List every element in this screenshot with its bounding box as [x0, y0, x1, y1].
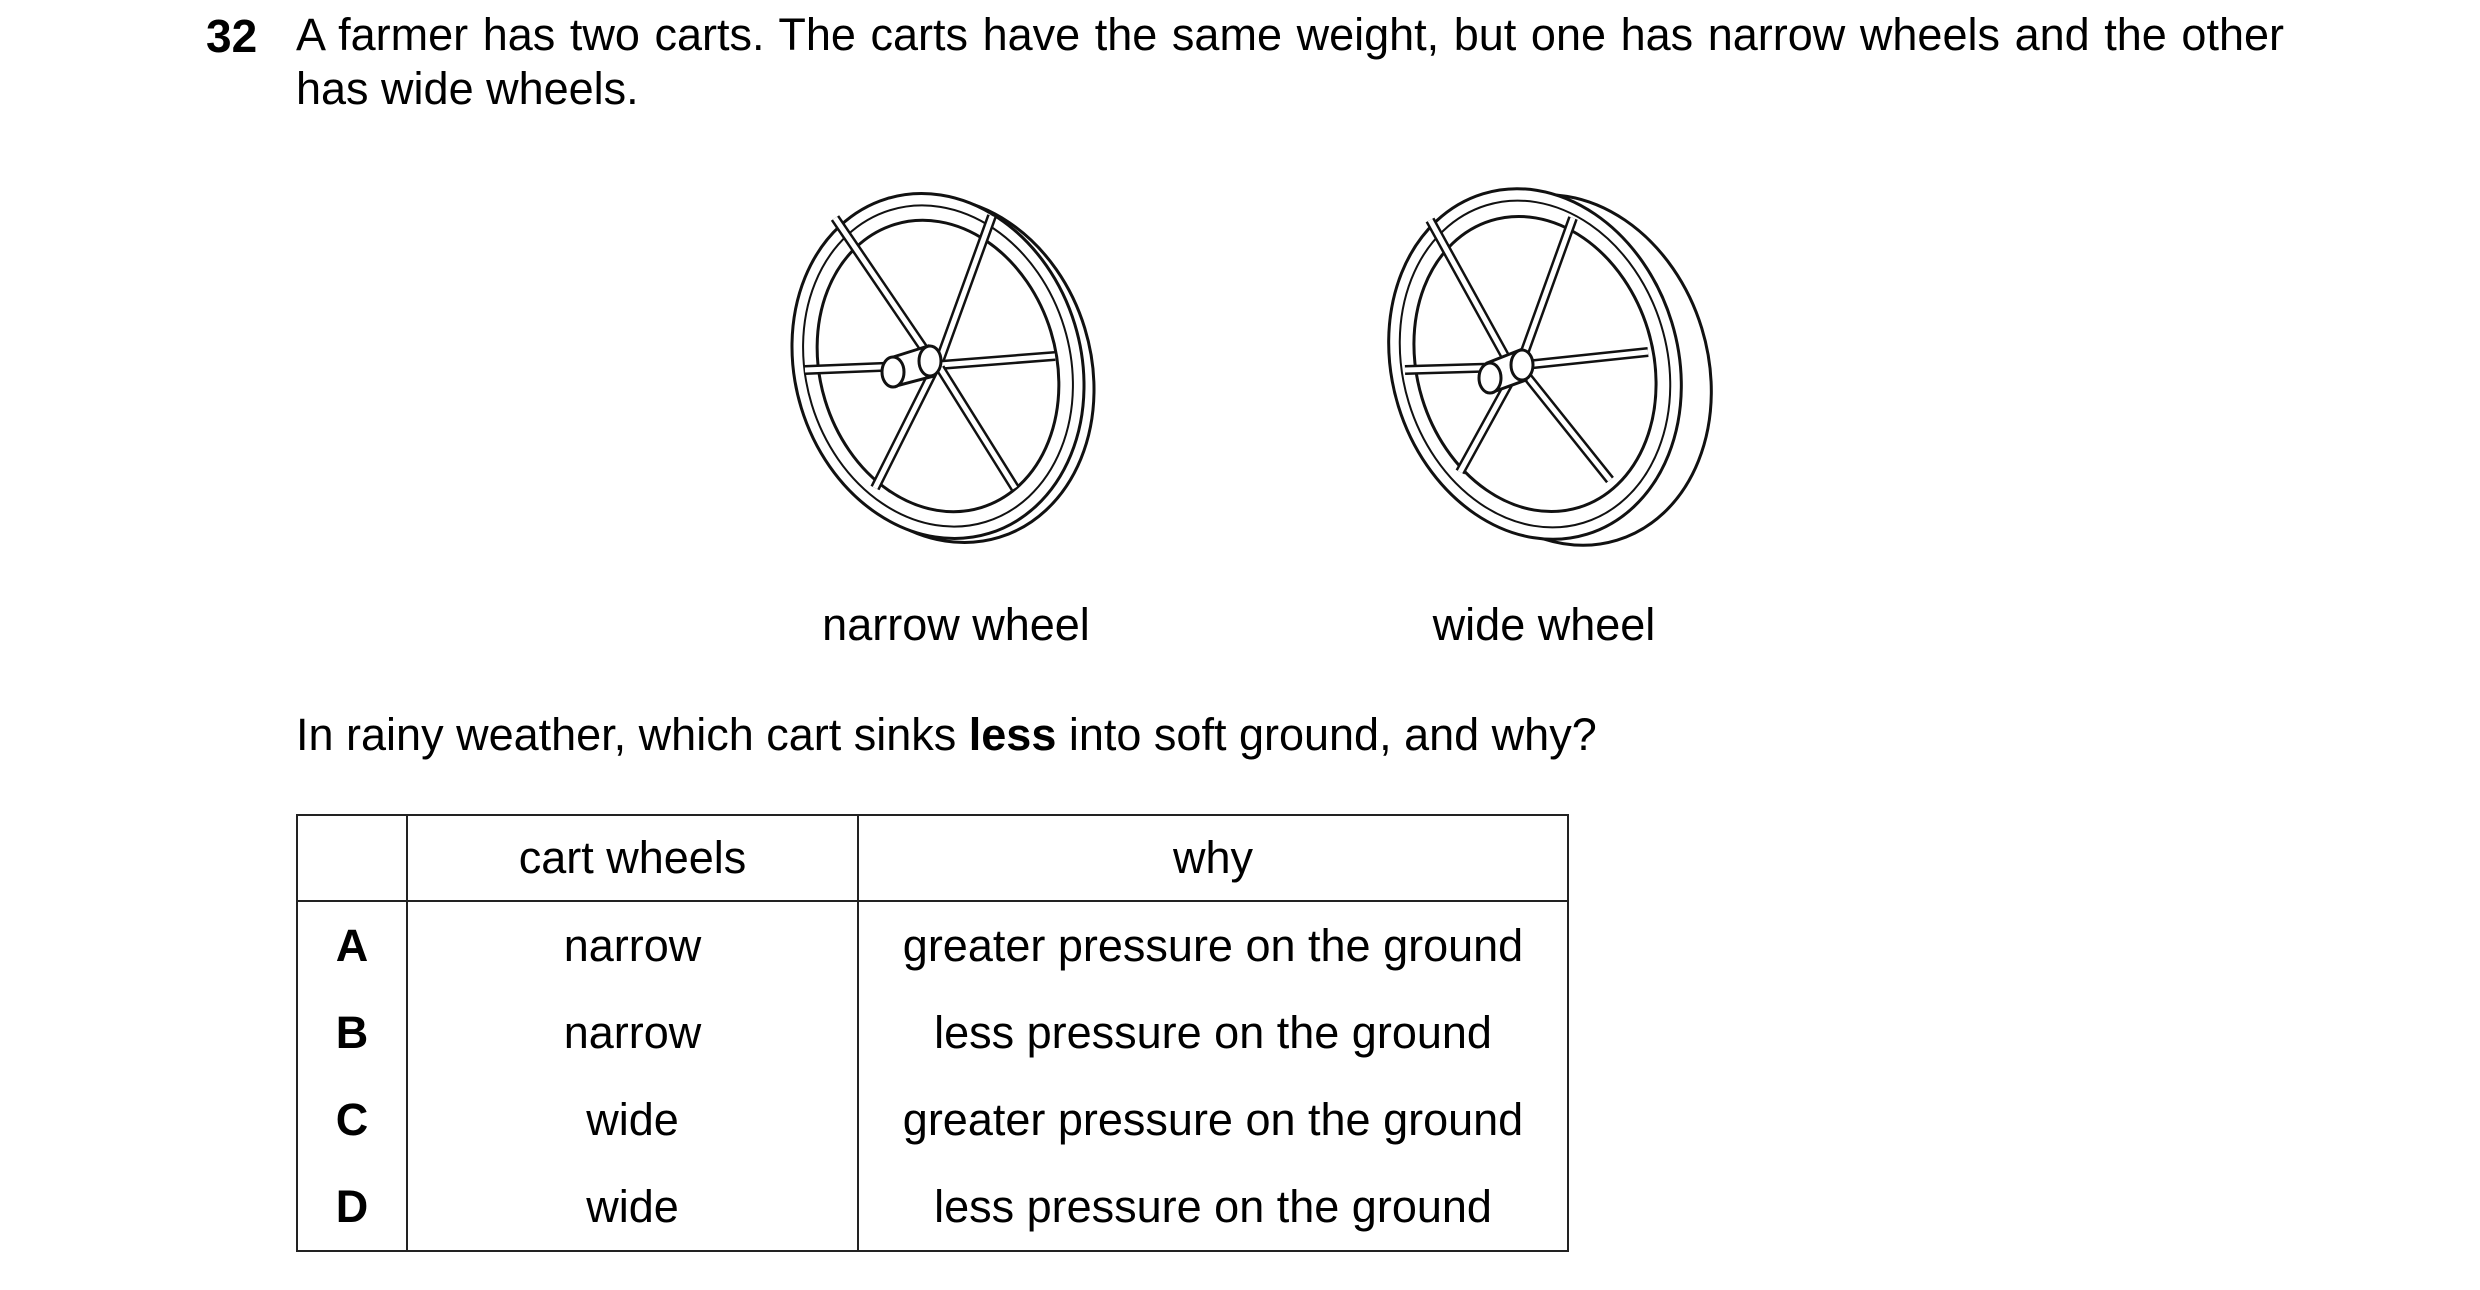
- option-wheels: wide: [407, 1076, 858, 1163]
- wide-wheel-icon: [1370, 160, 1720, 550]
- table-row[interactable]: [297, 1076, 1568, 1163]
- narrow-wheel-icon: [770, 170, 1100, 550]
- prompt-emphasis: less: [968, 709, 1057, 760]
- option-letter[interactable]: C: [297, 1076, 407, 1163]
- option-wheels: narrow: [407, 989, 858, 1076]
- option-letter[interactable]: D: [297, 1163, 407, 1251]
- header-why: why: [858, 815, 1568, 901]
- prompt-text-start: In rainy weather, which cart sinks: [296, 709, 969, 760]
- option-wheels: narrow: [407, 901, 858, 989]
- option-why: greater pressure on the ground: [858, 1076, 1568, 1163]
- option-why: less pressure on the ground: [858, 1163, 1568, 1251]
- table-row[interactable]: [297, 989, 1568, 1076]
- question-number: 32: [206, 10, 258, 62]
- option-wheels: wide: [407, 1163, 858, 1251]
- table-header-row: [297, 815, 1568, 901]
- answer-options-table: [296, 814, 1569, 1252]
- prompt-text-end: into soft ground, and why?: [1056, 709, 1597, 760]
- option-why: less pressure on the ground: [858, 989, 1568, 1076]
- table-row[interactable]: [297, 901, 1568, 989]
- option-letter[interactable]: B: [297, 989, 407, 1076]
- option-letter[interactable]: A: [297, 901, 407, 989]
- narrow-wheel-caption: narrow wheel: [822, 599, 1090, 650]
- question-prompt: [296, 708, 1597, 762]
- header-cart-wheels: cart wheels: [407, 815, 858, 901]
- header-letter: [297, 815, 407, 901]
- table-row[interactable]: [297, 1163, 1568, 1251]
- question-stem: A farmer has two carts. The carts have the same weight, but one has narrow wheels and the other has wide wheels.: [296, 9, 2284, 114]
- option-why: greater pressure on the ground: [858, 901, 1568, 989]
- wide-wheel-caption: wide wheel: [1432, 599, 1656, 650]
